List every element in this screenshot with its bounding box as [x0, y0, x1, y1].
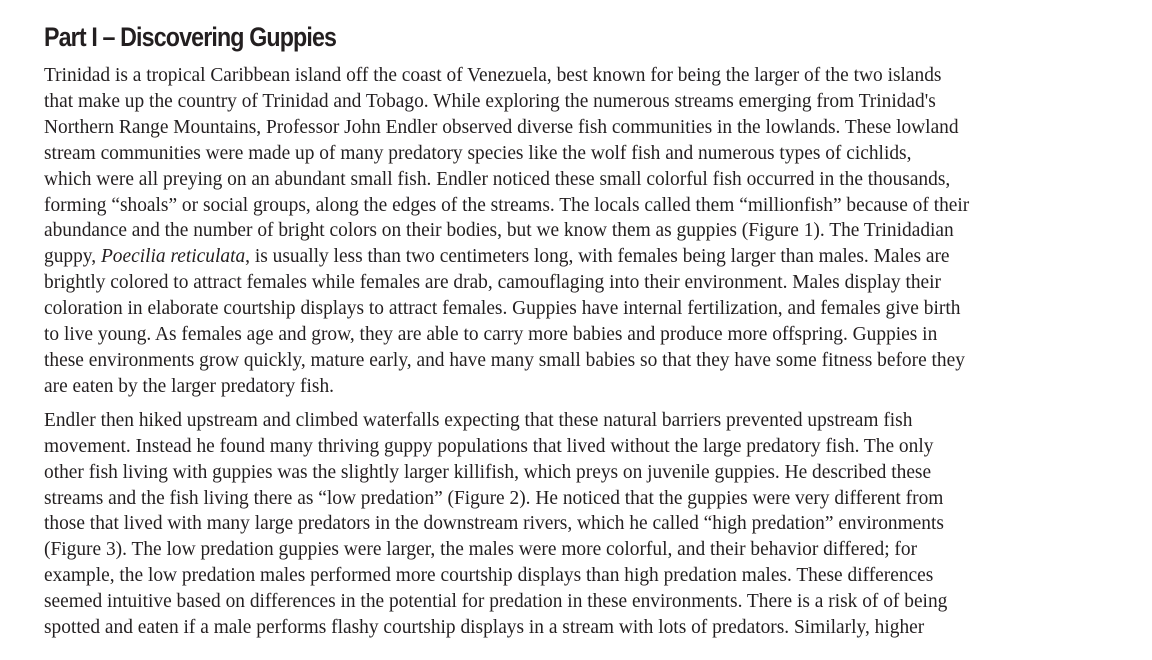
paragraph-1 — [44, 63, 1034, 400]
text-line — [44, 244, 1029, 270]
paragraph-2 — [44, 408, 1034, 641]
text-line: movement. Instead he found many thriving guppy populations that lived without the large predatory fish. The only — [44, 435, 934, 457]
text-line: Trinidad is a tropical Caribbean island off the coast of Venezuela, best known for being the larger of the two islands — [44, 65, 942, 86]
species-name: Poecilia reticulata — [100, 246, 246, 268]
text-line: which were all preying on an abundant small fish. Endler noticed these small colorful fish occurred in the thousands, — [44, 168, 951, 190]
text-run: guppy, — [44, 246, 101, 268]
text-line: streams and the fish living there as “low predation” (Figure 2). He noticed that the guppies were very different from — [44, 487, 944, 509]
document-page — [44, 20, 1034, 649]
text-line: are eaten by the larger predatory fish. — [44, 375, 334, 397]
text-line: abundance and the number of bright colors on their bodies, but we know them as guppies (Figure 1). The Trinidadian — [44, 220, 954, 242]
text-line: these environments grow quickly, mature early, and have many small babies so that they have some fitness before they — [44, 349, 965, 371]
text-line: seemed intuitive based on differences in the potential for predation in these environments. There is a risk of of being — [44, 591, 948, 613]
text-line: to live young. As females age and grow, they are able to carry more babies and produce more offspring. Guppies in — [44, 324, 938, 346]
text-line: stream communities were made up of many predatory species like the wolf fish and numerous types of cichlids, — [44, 142, 912, 164]
text-line: spotted and eaten if a male performs flashy courtship displays in a stream with lots of predators. Similarly, higher — [44, 617, 925, 639]
text-line: (Figure 3). The low predation guppies were larger, the males were more colorful, and their behavior differed; for — [44, 539, 918, 561]
text-line: those that lived with many large predators in the downstream rivers, which he called “high predation” environments — [44, 513, 944, 535]
text-line: other fish living with guppies was the slightly larger killifish, which preys on juvenile guppies. He described these — [44, 461, 932, 483]
text-line: coloration in elaborate courtship displays to attract females. Guppies have internal fertilization, and females give birth — [44, 298, 961, 320]
text-run: , is usually less than two centimeters long, with females being larger than males. Males are — [245, 246, 950, 268]
text-line: brightly colored to attract females while females are drab, camouflaging into their environment. Males display their — [44, 272, 942, 294]
text-line: Endler then hiked upstream and climbed waterfalls expecting that these natural barriers prevented upstream fish — [44, 409, 913, 431]
text-line: example, the low predation males performed more courtship displays than high predation males. These differences — [44, 565, 934, 587]
section-heading: Part I – Discovering Guppies — [44, 22, 337, 52]
text-line: that make up the country of Trinidad and Tobago. While exploring the numerous streams emerging from Trinidad's — [44, 90, 936, 112]
text-line: Northern Range Mountains, Professor John Endler observed diverse fish communities in the lowlands. These lowland — [44, 116, 959, 138]
text-line: forming “shoals” or social groups, along the edges of the streams. The locals called them “millionfish” because of their — [44, 194, 970, 216]
